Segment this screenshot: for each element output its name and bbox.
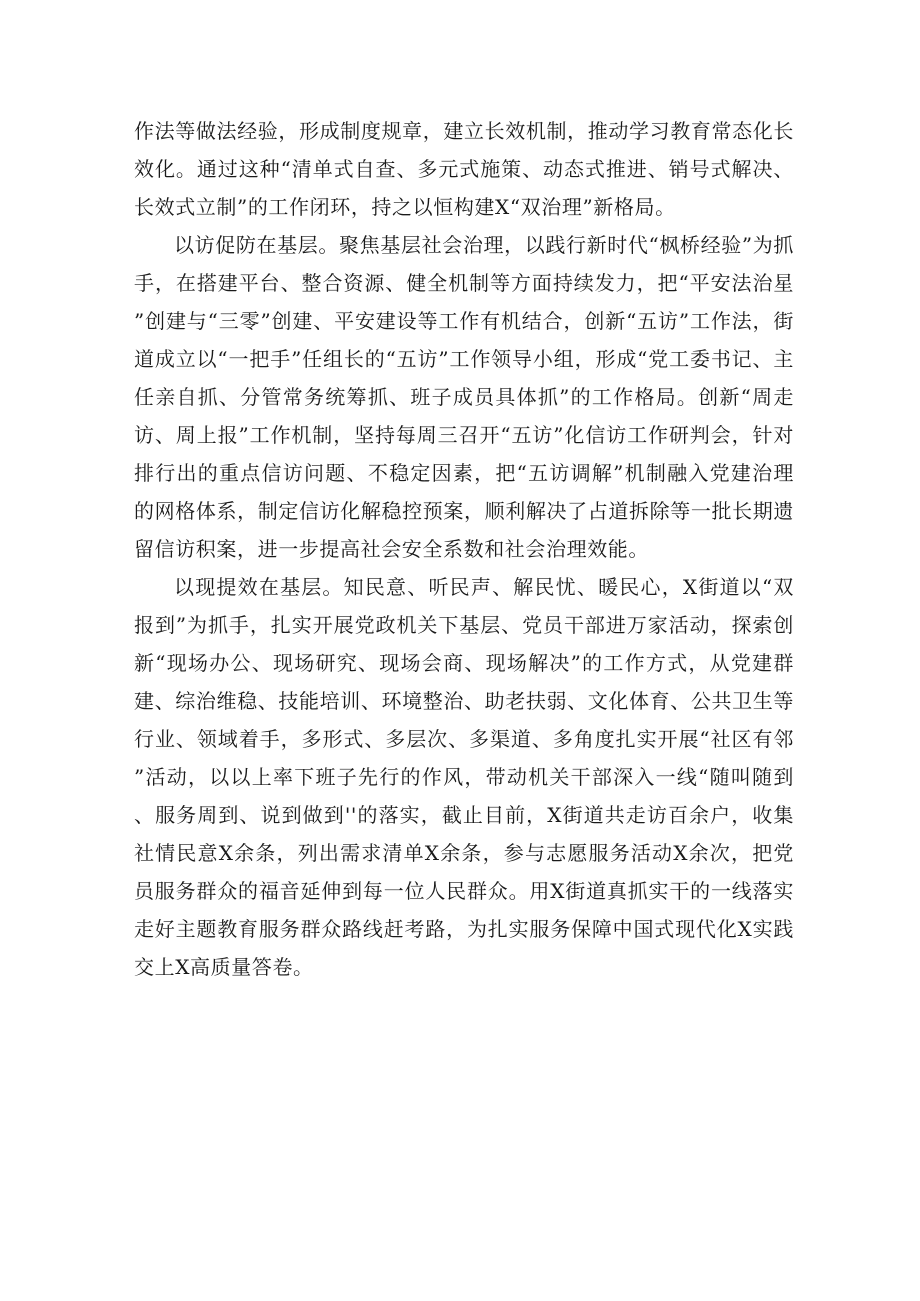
paragraph-continuation: 作法等做法经验，形成制度规章，建立长效机制，推动学习教育常态化长效化。通过这种“清单式自查、多元式施策、动态式推进、销号式解决、长效式立制”的工作闭环，持之以恒构建X“双治理”新格局。 [134,119,794,219]
paragraph-petition-prevention: 以访促防在基层。聚焦基层社会治理，以践行新时代“枫桥经验”为抓手，在搭建平台、整合资源、健全机制等方面持续发力，把“平安法治星”创建与“三零”创建、平安建设等工作有机结合，创新“五访”工作法，街道成立以“一把手”任组长的“五访”工作领导小组，形成“党工委书记、主任亲自抓、分管常务统筹抓、班子成员具体抓”的工作格局。创新“周走访、周上报”工作机制，坚持每周三召开“五访”化信访工作研判会，针对排行出的重点信访问题、不稳定因素，把“五访调解”机制融入党建治理的网格体系，制定信访化解稳控预案，顺利解决了占道拆除等一批长期遗留信访积案，进一步提高社会安全系数和社会治理效能。 [134,233,794,561]
document-body [134,112,794,986]
paragraph-onsite-efficiency: 以现提效在基层。知民意、听民声、解民忧、暖民心，X街道以“双报到”为抓手，扎实开展党政机关下基层、党员干部进万家活动，探索创新“现场办公、现场研究、现场会商、现场解决”的工作方式，从党建群建、综治维稳、技能培训、环境整治、助老扶弱、文化体育、公共卫生等行业、领域着手，多形式、多层次、多渠道、多角度扎实开展“社区有邻”活动，以以上率下班子先行的作风，带动机关干部深入一线“随叫随到、服务周到、说到做到''的落实，截止目前，X街道共走访百余户，收集社情民意X余条，列出需求清单X余条，参与志愿服务活动X余次，把党员服务群众的福音延伸到每一位人民群众。用X街道真抓实干的一线落实走好主题教育服务群众路线赶考路，为扎实服务保障中国式现代化X实践交上X高质量答卷。 [134,575,794,979]
